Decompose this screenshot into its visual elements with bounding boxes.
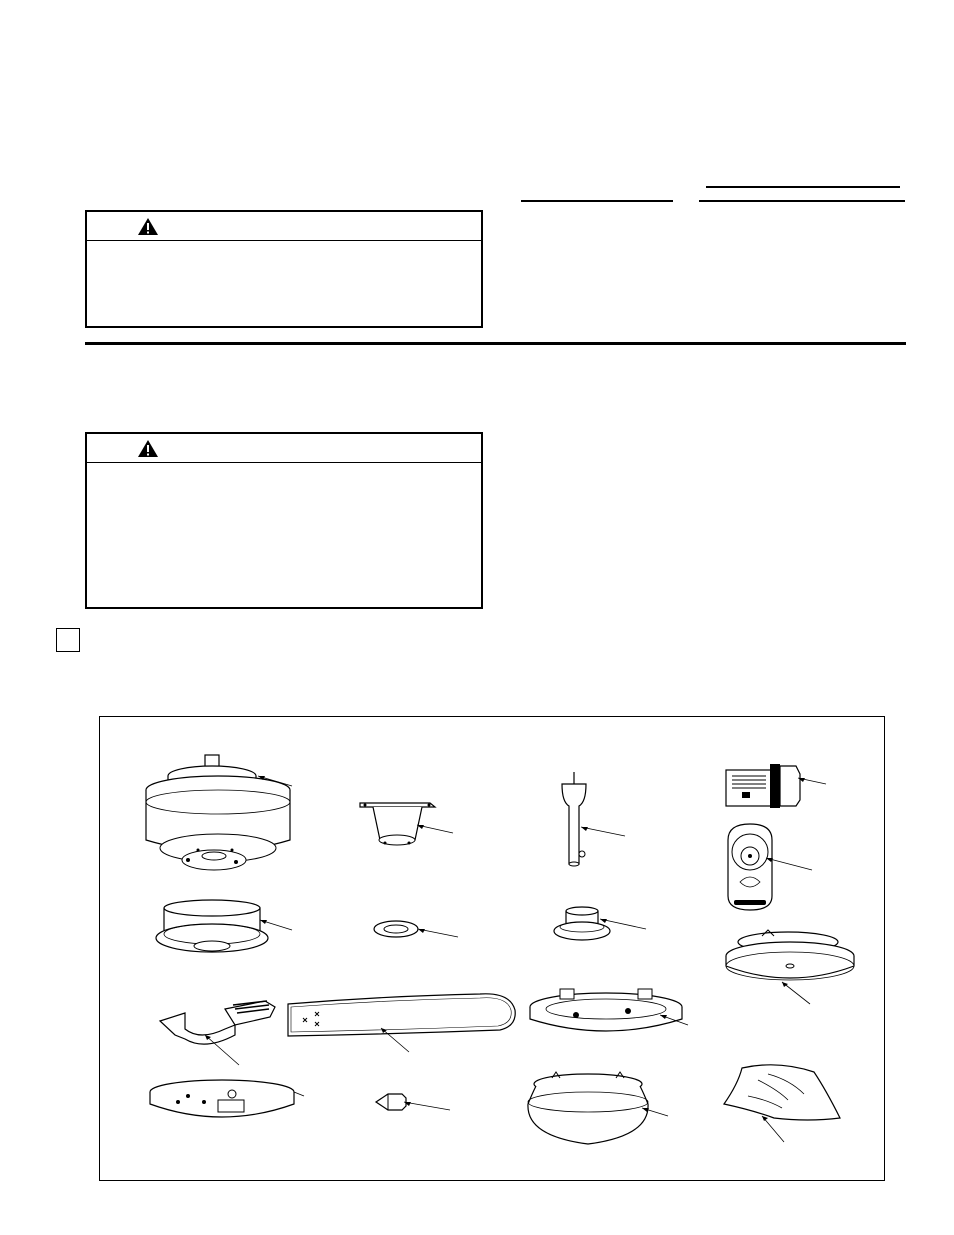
cloth-icon: [718, 1060, 858, 1150]
switch-cup-icon: [148, 1078, 308, 1134]
blade-arm-icon: [155, 995, 285, 1070]
warning-triangle-icon: [137, 439, 159, 458]
heading-underline-3: [699, 200, 905, 202]
bracket-icon: [355, 795, 455, 855]
section-divider: [85, 342, 906, 345]
heading-underline-2: [706, 186, 900, 188]
warning-header: [87, 212, 481, 241]
step-checkbox[interactable]: [56, 628, 80, 652]
warning-box-2: [85, 432, 483, 609]
warning-box-1: [85, 210, 483, 328]
coupling-cover-icon: [550, 905, 650, 945]
ring-icon: [370, 915, 460, 945]
heading-underline-1: [521, 200, 673, 202]
warning-triangle-icon: [137, 217, 159, 236]
warning-header: [87, 434, 481, 463]
fan-blade-icon: [285, 990, 520, 1075]
switch-housing-icon: [520, 985, 690, 1045]
light-kit-icon: [722, 926, 862, 1010]
connector-icon: [370, 1088, 460, 1118]
glass-bowl-icon: [522, 1066, 672, 1156]
downrod-icon: [555, 772, 635, 876]
fan-motor-icon: [140, 750, 300, 880]
remote-control-icon: [718, 820, 818, 914]
canopy-icon: [150, 898, 300, 962]
receiver-icon: [720, 760, 830, 810]
